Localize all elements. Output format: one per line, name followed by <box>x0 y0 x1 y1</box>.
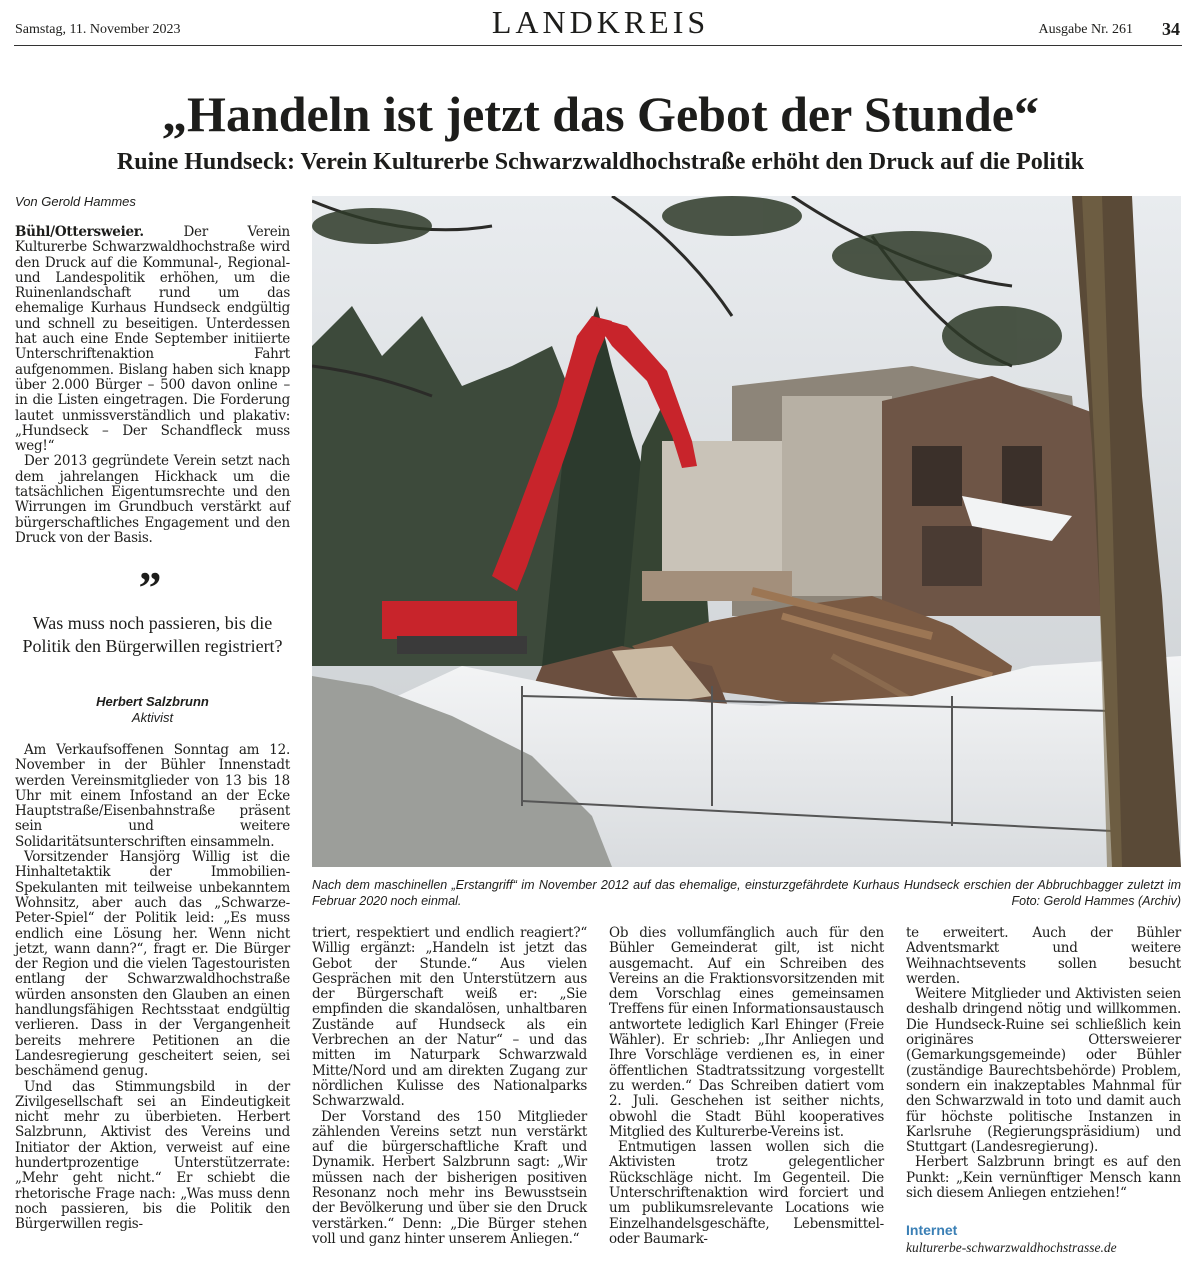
paragraph: triert, respektiert und endlich reagiert?“ Willig ergänzt: „Handeln ist jetzt das Gebot der Stunde.“ Aus vielen Gesprächen mit den Unterstützern aus der Bürgerschaft weiß er: „Sie empfinden die skandalösen, unhaltbaren Zustände auf Hundseck als ein Verbrechen an der Natur“ – und das mitten im Naturpark Schwarzwald Mitte/Nord und am direkten Zugang zur nördlichen Kulisse des Nationalparks Schwarzwald. <box>312 925 587 1110</box>
internet-label: Internet <box>906 1222 958 1238</box>
lead-paragraph: Bühl/Ottersweier. Der Verein Kulturerbe Schwarzwaldhochstraße wird den Druck auf die Kommunal-, Regional- und Landespolitik erhöhen, um die Ruinenlandschaft rund um das ehemalige Kurhaus Hundseck endgültig und schnell zu beseitigen. Unterdessen hat auch eine Ende September initiierte Unterschriftenaktion Fahrt aufgenommen. Bislang haben sich knapp über 2.000 Bürger – 500 davon online – in die Listen eingetragen. Die Forderung lautet unmissverständlich und plakativ: „Hundseck – Der Schandfleck muss weg!“ <box>15 224 290 455</box>
paragraph: te erweitert. Auch der Bühler Adventsmarkt und weitere Weihnachtsevents sollen besucht werden. <box>906 925 1181 987</box>
photo-caption <box>312 877 1181 909</box>
author-byline: Von Gerold Hammes <box>15 194 136 209</box>
photo-credit: Foto: Gerold Hammes (Archiv) <box>1011 894 1181 908</box>
dateline: Bühl/Ottersweier. <box>15 224 144 240</box>
quote-author-role: Aktivist <box>131 710 174 725</box>
column-2 <box>312 926 587 1247</box>
issue-date: Samstag, 11. November 2023 <box>15 22 181 37</box>
paragraph: Am Verkaufsoffenen Sonntag am 12. November in der Bühler Innenstadt werden Vereinsmitglieder von 13 bis 18 Uhr mit einem Infostand an der Ecke Hauptstraße/Eisenbahnstraße präsent sein und weitere Solidaritätsunterschriften einsammeln. <box>15 742 290 850</box>
issue-number: Ausgabe Nr. 261 <box>1038 22 1133 37</box>
column-1-bottom <box>15 743 290 1233</box>
paragraph: Der Vorstand des 150 Mitglieder zählenden Vereins setzt nun verstärkt auf die bürgerschaftliche Kraft und Dynamik. Herbert Salzbrunn sagt: „Wir müssen nach der bisherigen positiven Resonanz noch mehr ins Bewusstsein der Bevölkerung und über sie den Druck verstärken.“ Denn: „Die Bürger stehen voll und ganz hinter unserem Anliegen.“ <box>312 1108 587 1247</box>
column-1-top <box>15 225 290 546</box>
column-3 <box>609 926 884 1247</box>
quote-author: Herbert Salzbrunn <box>96 694 209 709</box>
paragraph: Und das Stimmungsbild in der Zivilgesellschaft sei an Eindeutigkeit nicht mehr zu überbieten. Herbert Salzbrunn, Aktivist des Vereins und Initiator der Aktion, verweist auf eine hundertprozentige Unterstützerrate: „Mehr geht nicht.“ Er schiebt die rhetorische Frage nach: „Was muss denn noch passieren, bis die Politik den Bürgerwillen regis- <box>15 1078 290 1233</box>
paragraph: Vorsitzender Hansjörg Willig ist die Hinhaltetaktik der Immobilien-Spekulanten mit teilweise unbekanntem Wohnsitz, aber auch das „Schwarze-Peter-Spiel“ der Politik leid: „Es muss endlich eine Lösung her. Wenn nicht jetzt, wann dann?“, fragt er. Die Bürger der Region und die vielen Tagestouristen entlang der Schwarzwaldhochstraße würden ansonsten den Glauben an einen handlungsfähigen Rechtsstaat endgültig verlieren. Dass in der Vergangenheit bereits mehrere Petitionen an die Landesregierung gescheitert seien, sei beschämend genug. <box>15 849 290 1080</box>
demolition-photo-illustration <box>312 196 1181 867</box>
headline: „Handeln ist jetzt das Gebot der Stunde“ <box>162 86 1039 142</box>
header-rule <box>14 45 1182 46</box>
paragraph: Weitere Mitglieder und Aktivisten seien deshalb dringend nötig und willkommen. Die Hundseck-Ruine sei schließlich kein originäres Ottersweierer (Gemarkungsgemeinde) oder Bühler (zuständige Baurechtsbehörde) Problem, sondern ein inakzeptables Mahnmal für den Schwarzwald in toto und damit auch für höchste politische Instanzen in Karlsruhe (Regierungspräsidium) und Stuttgart (Landesregierung). <box>906 986 1181 1156</box>
page-number: 34 <box>1162 19 1180 39</box>
article-photo <box>312 196 1181 867</box>
paragraph: Der 2013 gegründete Verein setzt nach dem jahrelangen Hickhack um die tatsächlichen Eigentumsrechte und den Wirrungen im Grundbuch verstärkt auf bürgerschaftliches Engagement und den Druck von der Basis. <box>15 453 290 546</box>
paragraph: Entmutigen lassen wollen sich die Aktivisten trotz gelegentlicher Rückschläge nicht. Im Gegenteil. Die Unterschriftenaktion wird forciert und um publikumsrelevante Locations wie Einzelhandelsgeschäfte, Lebensmittel- oder Baumark- <box>609 1139 884 1247</box>
quote-mark: ” <box>138 562 162 613</box>
paragraph: Ob dies vollumfänglich auch für den Bühler Gemeinderat gilt, ist nicht ausgemacht. Auf ein Schreiben des Vereins an die Fraktionsvorsitzenden mit dem Vorschlag eines gemeinsamen Treffens für einen Informationsaustausch antwortete lediglich Karl Ehinger (Freie Wähler). Er schrieb: „Ihr Anliegen und Ihre Vorschläge verdienen es, in einer öffentlichen Stadtratssitzung vorgestellt zu werden.“ Das Schreiben datiert vom 2. Juli. Geschehen ist seither nichts, obwohl die Stadt Bühl kooperatives Mitglied des Kulturerbe-Vereins ist. <box>609 925 884 1140</box>
paragraph: Herbert Salzbrunn bringt es auf den Punkt: „Kein vernünftiger Mensch kann sich diesem Anliegen entziehen!“ <box>906 1154 1181 1202</box>
section-title: LANDKREIS <box>491 4 710 40</box>
subheadline: Ruine Hundseck: Verein Kulturerbe Schwarzwaldhochstraße erhöht den Druck auf die Politik <box>116 149 1085 175</box>
caption-text: Nach dem maschinellen „Erstangriff“ im November 2012 auf das ehemalige, einsturzgefährdete Kurhaus Hundseck erschien der Abbruchbagger zuletzt im Februar 2020 noch einmal. <box>312 878 1181 908</box>
column-4 <box>906 926 1181 1201</box>
website-link[interactable]: kulturerbe-schwarzwaldhochstrasse.de <box>906 1240 1117 1255</box>
pull-quote: Was muss noch passieren, bis die Politik den Bürgerwillen registriert? <box>22 613 283 656</box>
